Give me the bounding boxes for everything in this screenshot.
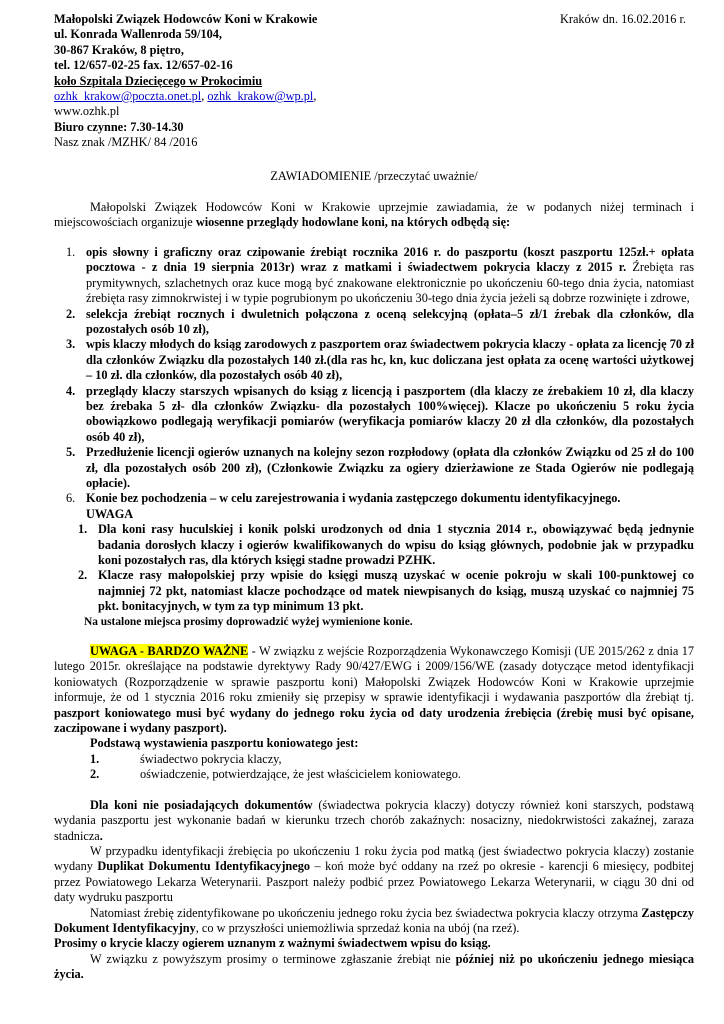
list-item	[54, 767, 694, 782]
item-text: Źrebięta ras prymitywnych, szlachetnych oraz kuce mogą być znakowane elektronicznie po ukończeniu 60-tego dnia życia, natomiast źrebięta rasy zimnokrwistej i w typie pogrubionym po ukończeniu 30-tego dnia życia jeżeli są dobrze rozwinięte i zdrowe,	[86, 260, 694, 306]
item-number: 1.	[78, 522, 88, 537]
item-number: 5.	[66, 445, 76, 460]
intro-bold: wiosenne przeglądy hodowlane koni, na których odbędą się:	[195, 215, 511, 230]
reference-number: Nasz znak /MZHK/ 84 /2016	[54, 135, 198, 150]
no-documents-bold: Dla koni nie posiadających dokumentów	[90, 797, 313, 812]
list-item	[54, 522, 694, 568]
intro-paragraph	[54, 200, 694, 231]
warning-text: - W związku z wejście Rozporządzenia Wykonawczego Komisji (UE 2015/262 z dnia 17 lutego 2015r. określające na podstawie dyrektywy Rady 90/427/EWG i 2009/156/WE (zasady dotyczące metod identyfikacji koniowatych (Rozporządzenie w sprawie paszportu koni) Małopolski Związek Hodowców Koni w Krakowie uprzejmie informuje, że od 1 stycznia 2016 roku zmieniły się przepisy w sprawie identyfikacji i wydawania paszportów dla źrebiąt tj.	[54, 644, 695, 705]
letterhead	[54, 12, 694, 151]
duplicate-text-2: – koń może być oddany na rzeź po okresie - karencji 6 miesięcy, podbitej przez Powiatowego Lekarza Weterynarii. Paszport należy podbić przez Powiatowego Lekarza Weterynarii, w ciągu 30 dni od daty wydruku paszportu	[54, 859, 694, 905]
website: www.ozhk.pl	[54, 104, 120, 119]
list-item	[54, 752, 694, 767]
item-bold-text: przeglądy klaczy starszych wpisanych do ksiąg z licencją i paszportem (dla klaczy ze źrebakiem 10 zł, dla klaczy bez źrebaka 5 zł- dla członków Związku- dla pozostałych 100%więcej). Klacze po ukończeniu 5 roku życia obowiązkowo podlegają weryfikacji pomiarów (weryfikacja pomiarów klaczy 20 zł dla członków, dla pozostałych osób 40 zł),	[86, 383, 694, 444]
warning-paragraph	[54, 644, 694, 736]
list-item	[54, 384, 694, 446]
item-text: oświadczenie, potwierdzające, że jest właścicielem koniowatego.	[140, 767, 461, 782]
document-title: ZAWIADOMIENIE /przeczytać uważnie/	[270, 168, 478, 183]
list-item	[54, 445, 694, 491]
uwaga-list	[54, 522, 694, 614]
inspection-items-list	[54, 245, 694, 507]
closing-paragraph	[54, 952, 694, 983]
email-end: ,	[313, 89, 317, 104]
list-item	[54, 491, 694, 506]
passport-basis-heading: Podstawą wystawienia paszportu koniowatego jest:	[90, 736, 359, 751]
substitute-text-1: Natomiast źrebię zidentyfikowane po ukończeniu jednego roku życia bez świadectwa pokrycia klaczy otrzyma	[90, 905, 642, 920]
no-documents-end: .	[99, 828, 103, 843]
phone-fax: tel. 12/657-02-25 fax. 12/657-02-16	[54, 58, 233, 73]
email-link-wp[interactable]: ozhk_krakow@wp.pl	[207, 89, 314, 104]
list-item	[54, 568, 694, 614]
item-number: 1.	[90, 751, 100, 766]
item-number: 3.	[66, 337, 76, 352]
duplicate-paragraph	[54, 844, 694, 906]
item-number: 2.	[90, 767, 100, 782]
letter-page	[54, 12, 694, 983]
office-hours: Biuro czynne: 7.30-14.30	[54, 119, 184, 134]
item-number: 6.	[66, 491, 76, 506]
no-documents-paragraph	[54, 798, 694, 844]
no-documents-text: (świadectwa pokrycia klaczy) dotyczy również koni starszych, podstawą wydania paszportu jest wykonanie badań w kierunku trzech chorób zakaźnych: nosacizny, niedokrwistości zakaźnej, zaraza stadnicza	[54, 797, 695, 843]
closing-bold: później niż po ukończeniu jednego miesiąca życia.	[54, 951, 694, 982]
warning-bold: paszport koniowatego musi być wydany do jednego roku życia od daty urodzenia źrebięcia (źrebię musi być opisane, zaczipowane i wydany paszport).	[54, 705, 694, 736]
item-bold-text: opis słowny i graficzny oraz czipowanie źrebiąt rocznika 2016 r. do paszportu (koszt paszportu 125zł.+ opłata pocztowa - z dnia 19 sierpnia 2013r) wraz z matkami i świadectwem pokrycia klaczy z 2015 r.	[86, 244, 694, 275]
uwaga-note: Na ustalone miejsca prosimy doprowadzić wyżej wymienione konie.	[84, 615, 413, 628]
intro-text: Małopolski Związek Hodowców Koni w Krakowie uprzejmie zawiadamia, że w podanych niżej terminach i miejscowościach organizuje	[54, 200, 694, 230]
item-bold-text: Przedłużenie licencji ogierów uznanych na kolejny sezon rozpłodowy (opłata dla członków Związku od 25 zł do 100 zł, dla pozostałych osób 200 zł), (Członkowie Związku za ogiery dzierżawione ze Stada Ogierów nie podlegają opłacie).	[86, 445, 694, 490]
item-number: 4.	[66, 383, 76, 398]
mating-request: Prosimy o krycie klaczy ogierem uznanym z ważnymi świadectwem wpisu do ksiąg.	[54, 936, 491, 951]
org-name: Małopolski Związek Hodowców Koni w Krakowie	[54, 12, 318, 26]
list-item	[54, 245, 694, 307]
substitute-text-2: , co w przyszłości uniemożliwia sprzedaż konia na ubój (na rzeź).	[195, 920, 520, 935]
item-text: Klacze rasy małopolskiej przy wpisie do księgi muszą uzyskać w ocenie pokroju w skali 100-punktowej co najmniej 72 pkt, natomiast klacze pochodzące od matek niewpisanych do ksiąg, muszą uzyskać co najmniej 75 pkt. bonitacyjnych, w tym za typ minimum 13 pkt.	[98, 568, 694, 614]
street-address: ul. Konrada Wallenroda 59/104,	[54, 27, 222, 42]
item-bold-text: Konie bez pochodzenia – w celu zarejestrowania i wydania zastępczego dokumentu identyfikacyjnego.	[86, 491, 621, 506]
closing-text: W związku z powyższym prosimy o terminowe zgłaszanie źrebiąt nie	[90, 951, 456, 966]
substitute-paragraph	[54, 906, 694, 937]
location-note: koło Szpitala Dziecięcego w Prokocimiu	[54, 73, 263, 88]
city-address: 30-867 Kraków, 8 piętro,	[54, 42, 184, 57]
document-date: Kraków dn. 16.02.2016 r.	[559, 12, 686, 26]
warning-highlight: UWAGA - BARDZO WAŻNE	[90, 644, 249, 659]
list-item	[54, 337, 694, 383]
item-number: 2.	[78, 568, 88, 583]
item-bold-text: selekcja źrebiąt rocznych i dwuletnich połączona z oceną selekcyjną (opłata–5 zł/1 źrebak dla członków, dla pozostałych osób 10 zł),	[86, 306, 694, 336]
duplicate-text-1: W przypadku identyfikacji źrebięcia po ukończeniu 1 roku życia pod matką (jest świadectwo pokrycia klaczy) zostanie wydany	[54, 843, 694, 874]
email-line	[54, 89, 694, 104]
item-bold-text: wpis klaczy młodych do ksiąg zarodowych z paszportem oraz świadectwem pokrycia klaczy - opłata za licencję 70 zł dla członków Związku dla pozostałych 140 zł.(dla ras hc, kn, kuc doliczana jest opłata za ocenę wartości użytkowej – 10 zł. dla członków, dla pozostałych osób 40 zł),	[86, 337, 694, 383]
email-separator: ,	[201, 89, 208, 104]
substitute-bold: Zastępczy Dokument Identyfikacyjny	[54, 905, 694, 935]
uwaga-heading: UWAGA	[86, 506, 134, 521]
list-item	[54, 307, 694, 338]
passport-basis-list	[54, 752, 694, 783]
item-number: 2.	[66, 306, 76, 321]
item-text: świadectwo pokrycia klaczy,	[140, 751, 282, 766]
duplicate-bold: Duplikat Dokumentu Identyfikacyjnego	[97, 859, 311, 874]
email-link-onet[interactable]: ozhk_krakow@poczta.onet.pl	[54, 89, 202, 104]
item-text: Dla koni rasy huculskiej i konik polski urodzonych od dnia 1 stycznia 2014 r., obowiązywać będą jednynie badania dorosłych klaczy i ogierów kwalifikowanych do wpisu do ksiąg głównych, podobnie jak w przypadku koni pozostałych ras, dla których księgi stadne prowadzi PZHK.	[98, 522, 694, 567]
item-number: 1.	[66, 244, 76, 259]
